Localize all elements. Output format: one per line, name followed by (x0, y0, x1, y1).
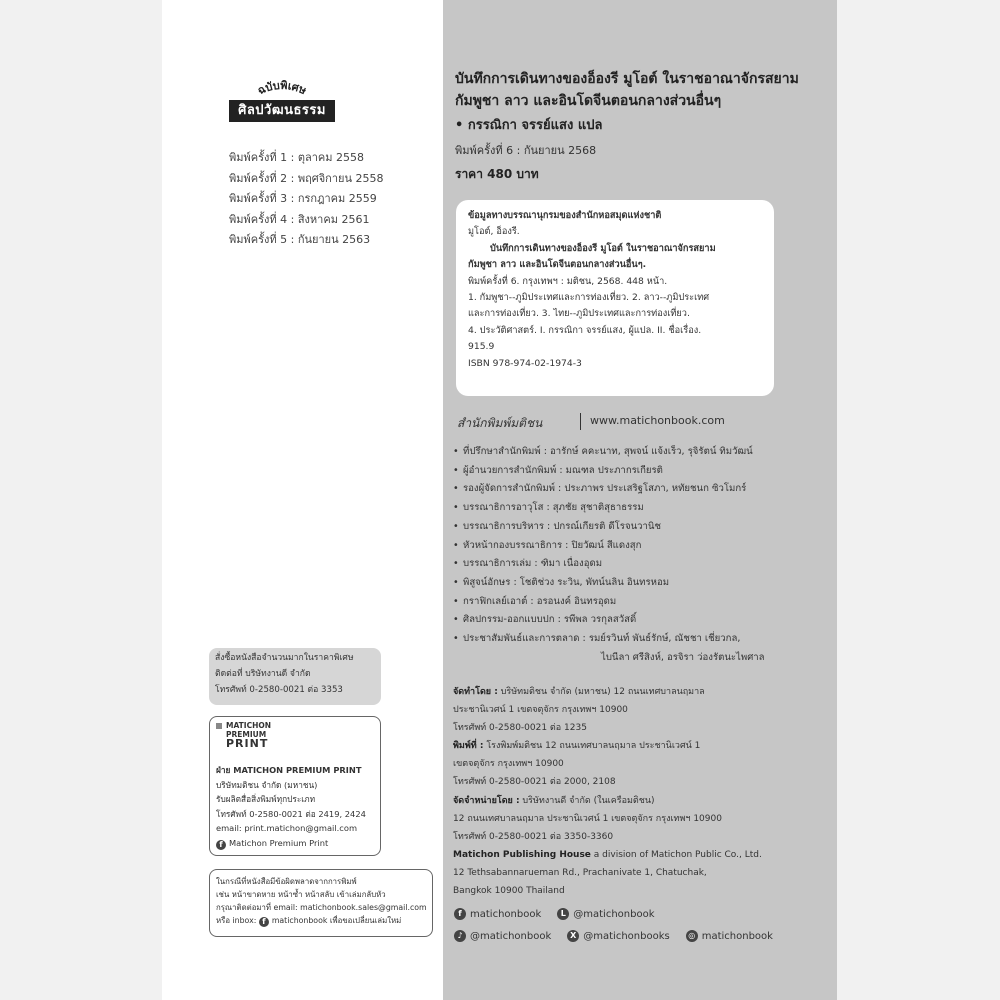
facebook-icon: f (259, 917, 269, 927)
printer-address: เขตจตุจักร กรุงเทพฯ 10900 (453, 759, 564, 770)
social-links (454, 903, 773, 947)
premium-facebook-name: Matichon Premium Print (229, 837, 329, 848)
premium-service: รับผลิตสื่อสิ่งพิมพ์ทุกประเภท (216, 794, 316, 804)
distributor-phone: โทรศัพท์ 0-2580-0021 ต่อ 1235 (453, 723, 587, 734)
facebook-handle[interactable]: matichonbook (470, 908, 542, 920)
cip-box (456, 200, 774, 396)
series-logo (229, 75, 335, 123)
notice-line: ในกรณีที่หนังสือมีข้อผิดพลาดจากการพิมพ์ (216, 877, 357, 886)
logo-line: PREMIUM (226, 730, 267, 739)
x-icon: X (567, 930, 579, 942)
line-handle[interactable]: @matichonbook (573, 908, 655, 920)
translator: • กรรณิกา จรรย์แสง แปล (455, 118, 603, 133)
seller-phone: โทรศัพท์ 0-2580-0021 ต่อ 3350-3360 (453, 831, 614, 842)
seller-line: จัดจำหน่ายโดย : บริษัทงานดี จำกัด (ในเครือมติชน) (453, 795, 655, 806)
premium-company: บริษัทมติชน จำกัด (มหาชน) (216, 779, 318, 790)
cip-heading: ข้อมูลทางบรรณานุกรมของสำนักหอสมุดแห่งชาติ (468, 210, 662, 221)
printer-line: พิมพ์ที่ : โรงพิมพ์มติชน 12 ถนนเทศบาลนฤมาล ประชานิเวศน์ 1 (453, 741, 701, 752)
publishing-house-line: Matichon Publishing House a division of Matichon Public Co., Ltd. (453, 849, 762, 860)
print-history-item: พิมพ์ครั้งที่ 3 : กรกฎาคม 2559 (229, 192, 377, 205)
bulk-order-line: ติดต่อที่ บริษัทงานดี จำกัด (215, 669, 311, 679)
defect-notice-box (209, 869, 433, 937)
notice-suffix: เพื่อขอเปลี่ยนเล่มใหม่ (329, 916, 402, 925)
cip-title: บันทึกการเดินทางของอ็องรี มูโอต์ ในราชอาณาจักรสยาม (490, 242, 716, 254)
cip-subjects: 1. กัมพูชา--ภูมิประเทศและการท่องเที่ยว. 2. ลาว--ภูมิประเทศ (468, 292, 710, 304)
publisher-logo (455, 411, 575, 433)
price: ราคา 480 บาท (455, 167, 539, 181)
facebook-icon: f (216, 840, 226, 850)
staff-item: • กราฟิกเลย์เอาต์ : อรอนงค์ อินทรอุดม (453, 595, 617, 607)
premium-print-logo (216, 721, 374, 763)
staff-item: • รองผู้จัดการสำนักพิมพ์ : ประภาพร ประเสริฐโสภา, หทัยชนก ซิวโมกร์ (453, 483, 747, 495)
seller-address: 12 ถนนเทศบาลนฤมาล ประชานิเวศน์ 1 เขตจตุจักร กรุงเทพฯ 10900 (453, 813, 722, 824)
staff-item: • บรรณาธิการอาวุโส : สุภชัย สุชาติสุธาธรรม (453, 502, 644, 514)
staff-list (453, 443, 837, 667)
book-title-line: บันทึกการเดินทางของอ็องรี มูโอต์ ในราชอาณาจักรสยาม (455, 71, 799, 87)
instagram-handle[interactable]: matichonbook (701, 930, 773, 942)
logo-square-icon (216, 723, 222, 729)
staff-item: • ที่ปรึกษาสำนักพิมพ์ : อารักษ์ คคะนาท, สุพจน์ แจ้งเร็ว, รุจิรัตน์ ทิมวัฒน์ (453, 446, 753, 457)
premium-email: email: print.matichon@gmail.com (216, 823, 358, 833)
publisher-url[interactable]: www.matichonbook.com (590, 414, 725, 427)
instagram-icon: ◎ (686, 930, 698, 942)
premium-print-box (209, 716, 381, 856)
premium-facebook (216, 836, 374, 851)
cip-subjects: และการท่องเที่ยว. 3. ไทย--ภูมิประเทศและการท่องเที่ยว. (468, 308, 690, 320)
x-handle[interactable]: @matichonbooks (583, 930, 670, 942)
notice-prefix: หรือ inbox: (216, 916, 257, 925)
print-history-item: พิมพ์ครั้งที่ 1 : ตุลาคม 2558 (229, 151, 364, 164)
staff-item: • ศิลปกรรม-ออกแบบปก : รพีพล วรกุลสวัสดิ์ (453, 614, 637, 626)
notice-line: เช่น หน้าขาดหาย หน้าซ้ำ หน้าสลับ เข้าเล่มกลับหัว (216, 890, 386, 899)
distributor-line: จัดทำโดย : บริษัทมติชน จำกัด (มหาชน) 12 ถนนเทศบาลนฤมาล (453, 687, 705, 697)
book-title (455, 68, 835, 112)
staff-item: • ประชาสัมพันธ์และการตลาด : รมย์รวินท์ พันธ์รักษ์, ณัชชา เชี่ยวกล, (453, 633, 741, 645)
facebook-icon: f (454, 908, 466, 920)
premium-dept: ฝ่าย MATICHON PREMIUM PRINT (216, 765, 362, 775)
series-arc-text (229, 75, 335, 103)
notice-handle: matichonbook (271, 916, 328, 925)
staff-item-continued: ไบนีลา ศรีสิงห์, อรจิรา ว่องรัตนะไพศาล (601, 651, 765, 663)
svg-text:สำนักพิมพ์มติชน: สำนักพิมพ์มติชน (457, 416, 543, 430)
print-history-item: พิมพ์ครั้งที่ 4 : สิงหาคม 2561 (229, 212, 370, 226)
logo-divider (580, 413, 581, 430)
notice-line: กรุณาติดต่อมาที่ email: matichonbook.sales@gmail.com (216, 903, 427, 912)
publishing-house-address: 12 Tethsabannarueman Rd., Prachanivate 1, Chatuchak, (453, 867, 707, 878)
cip-classno: 915.9 (468, 341, 495, 353)
distributor-address: ประชานิเวศน์ 1 เขตจตุจักร กรุงเทพฯ 10900 (453, 705, 628, 716)
staff-item: • หัวหน้ากองบรรณาธิการ : ปิยวัฒน์ สีแดงสุก (453, 539, 642, 551)
staff-item: • พิสูจน์อักษร : โชติช่วง ระวิน, พัทน์นลิน อินทรหอม (453, 576, 670, 588)
tiktok-handle[interactable]: @matichonbook (470, 930, 552, 942)
print-history (229, 148, 439, 251)
tiktok-icon: ♪ (454, 930, 466, 942)
publishing-house-city: Bangkok 10900 Thailand (453, 886, 565, 897)
cip-title: กัมพูชา ลาว และอินโดจีนตอนกลางส่วนอื่นๆ. (468, 259, 647, 271)
bulk-order-line: โทรศัพท์ 0-2580-0021 ต่อ 3353 (215, 685, 343, 695)
cip-subjects: 4. ประวัติศาสตร์. I. กรรณิกา จรรย์แสง, ผู้แปล. II. ชื่อเรื่อง. (468, 324, 702, 336)
logo-line: PRINT (226, 737, 269, 750)
staff-item: • บรรณาธิการบริหาร : ปกรณ์เกียรติ ดีโรจนวานิช (453, 520, 661, 532)
premium-phone: โทรศัพท์ 0-2580-0021 ต่อ 2419, 2424 (216, 808, 366, 819)
bulk-order-line: สั่งซื้อหนังสือจำนวนมากในราคาพิเศษ (215, 653, 354, 663)
series-label-box: ศิลปวัฒนธรรม (229, 100, 335, 122)
logo-line: MATICHON (226, 721, 272, 730)
svg-text:ฉบับพิเศษ: ฉบับพิเศษ (255, 78, 309, 98)
line-icon: L (557, 908, 569, 920)
notice-line (216, 914, 426, 927)
printer-phone: โทรศัพท์ 0-2580-0021 ต่อ 2000, 2108 (453, 777, 616, 788)
company-info (453, 683, 837, 900)
print-history-item: พิมพ์ครั้งที่ 5 : กันยายน 2563 (229, 233, 371, 246)
book-title-line: กัมพูชา ลาว และอินโดจีนตอนกลางส่วนอื่นๆ (455, 93, 722, 109)
current-edition: พิมพ์ครั้งที่ 6 : กันยายน 2568 (455, 144, 597, 157)
print-history-item: พิมพ์ครั้งที่ 2 : พฤศจิกายน 2558 (229, 171, 384, 185)
staff-item: • บรรณาธิการเล่ม : ฑิมา เนื่องอุดม (453, 558, 603, 570)
cip-isbn: ISBN 978-974-02-1974-3 (468, 357, 582, 369)
staff-item: • ผู้อำนวยการสำนักพิมพ์ : มณฑล ประภากรเกียรติ (453, 464, 663, 476)
bulk-order-box (209, 648, 381, 705)
cip-author: มูโอต์, อ็องรี. (468, 226, 520, 238)
cip-imprint: พิมพ์ครั้งที่ 6. กรุงเทพฯ : มติชน, 2568. 448 หน้า. (468, 275, 668, 287)
